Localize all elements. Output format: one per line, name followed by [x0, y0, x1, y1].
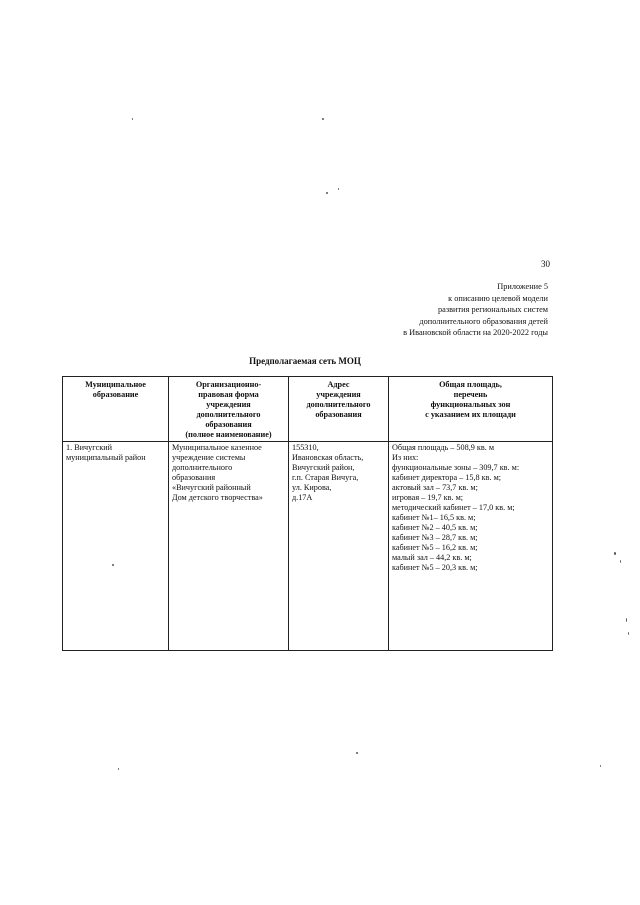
header-line: перечень — [453, 390, 488, 399]
cell-line: г.п. Старая Вичуга, — [292, 473, 359, 482]
cell-line: «Вичугский районный — [172, 483, 251, 492]
cell-line: дополнительного — [172, 463, 233, 472]
header-line: учреждения — [316, 390, 361, 399]
cell-line: Вичугский район, — [292, 463, 355, 472]
cell-line: Дом детского творчества» — [172, 493, 263, 502]
appendix-line: дополнительного образования детей — [419, 316, 548, 326]
scan-speck — [600, 765, 601, 767]
table-row — [63, 442, 553, 651]
header-line: с указанием их площади — [425, 410, 516, 419]
cell-line: 1. Вичугский — [66, 443, 112, 452]
header-line: Организационно- — [195, 380, 262, 389]
appendix-line: Приложение 5 — [497, 282, 548, 291]
header-line: (полное наименование) — [185, 430, 272, 439]
cell-line: Ивановская область, — [292, 453, 364, 462]
scan-speck — [356, 752, 358, 754]
scan-speck — [322, 118, 324, 120]
header-line: образования — [205, 420, 252, 429]
appendix-block — [330, 281, 548, 339]
cell-line: Из них: — [392, 453, 419, 462]
cell-organization — [169, 442, 289, 651]
cell-line: малый зал – 44,2 кв. м; — [392, 553, 472, 562]
cell-line: ул. Кирова, — [292, 483, 332, 492]
cell-line: кабинет №5 – 20,3 кв. м; — [392, 563, 478, 572]
cell-line: кабинет №2 – 40,5 кв. м; — [392, 523, 478, 532]
scan-speck — [118, 768, 119, 770]
appendix-line: к описанию целевой модели — [448, 293, 548, 303]
document-title: Предполагаемая сеть МОЦ — [249, 356, 361, 366]
cell-line: Муниципальное казенное — [172, 443, 262, 452]
cell-address — [289, 442, 389, 651]
header-line: образования — [315, 410, 362, 419]
header-line: Адрес — [327, 380, 350, 389]
cell-line: Общая площадь – 508,9 кв. м — [392, 443, 495, 452]
scan-speck — [132, 118, 133, 120]
header-line: правовая форма — [198, 390, 259, 399]
cell-line: д.17А — [292, 493, 313, 502]
scan-speck — [626, 618, 627, 622]
cell-line: муниципальный район — [66, 453, 146, 462]
header-line: дополнительного — [196, 410, 261, 419]
header-line: функциональных зон — [430, 400, 511, 409]
cell-line: актовый зал – 73,7 кв. м; — [392, 483, 478, 492]
cell-line: 155310, — [292, 443, 319, 452]
cell-line: кабинет №5 – 16,2 кв. м; — [392, 543, 478, 552]
header-line: образование — [92, 390, 139, 399]
cell-line: кабинет №1– 16,5 кв. м; — [392, 513, 476, 522]
header-municipality — [63, 377, 169, 442]
table-header-row — [63, 377, 553, 442]
header-address — [289, 377, 389, 442]
cell-line: кабинет директора – 15,8 кв. м; — [392, 473, 502, 482]
header-line: учреждения — [206, 400, 251, 409]
cell-line: кабинет №3 – 28,7 кв. м; — [392, 533, 478, 542]
scan-speck — [326, 192, 328, 194]
scan-speck — [112, 564, 114, 566]
cell-line: образования — [172, 473, 216, 482]
moc-network-table — [62, 376, 553, 651]
cell-line: игровая – 19,7 кв. м; — [392, 493, 464, 502]
header-line: Общая площадь, — [439, 380, 502, 389]
header-area — [389, 377, 553, 442]
header-line: Муниципальное — [85, 380, 146, 389]
scan-speck — [628, 632, 629, 635]
header-line: дополнительного — [306, 400, 371, 409]
header-organization — [169, 377, 289, 442]
scan-speck — [338, 188, 339, 190]
appendix-line: развития региональных систем — [438, 305, 548, 314]
cell-line: методический кабинет – 17,0 кв. м; — [392, 503, 515, 512]
cell-line: учреждение системы — [172, 453, 246, 462]
cell-municipality — [63, 442, 169, 651]
appendix-line: в Ивановской области на 2020-2022 годы — [403, 328, 548, 337]
cell-line: функциональные зоны – 309,7 кв. м: — [392, 463, 520, 472]
cell-area — [389, 442, 553, 651]
page-number: 30 — [541, 259, 550, 269]
scan-speck — [620, 560, 621, 563]
scan-speck — [614, 552, 616, 555]
